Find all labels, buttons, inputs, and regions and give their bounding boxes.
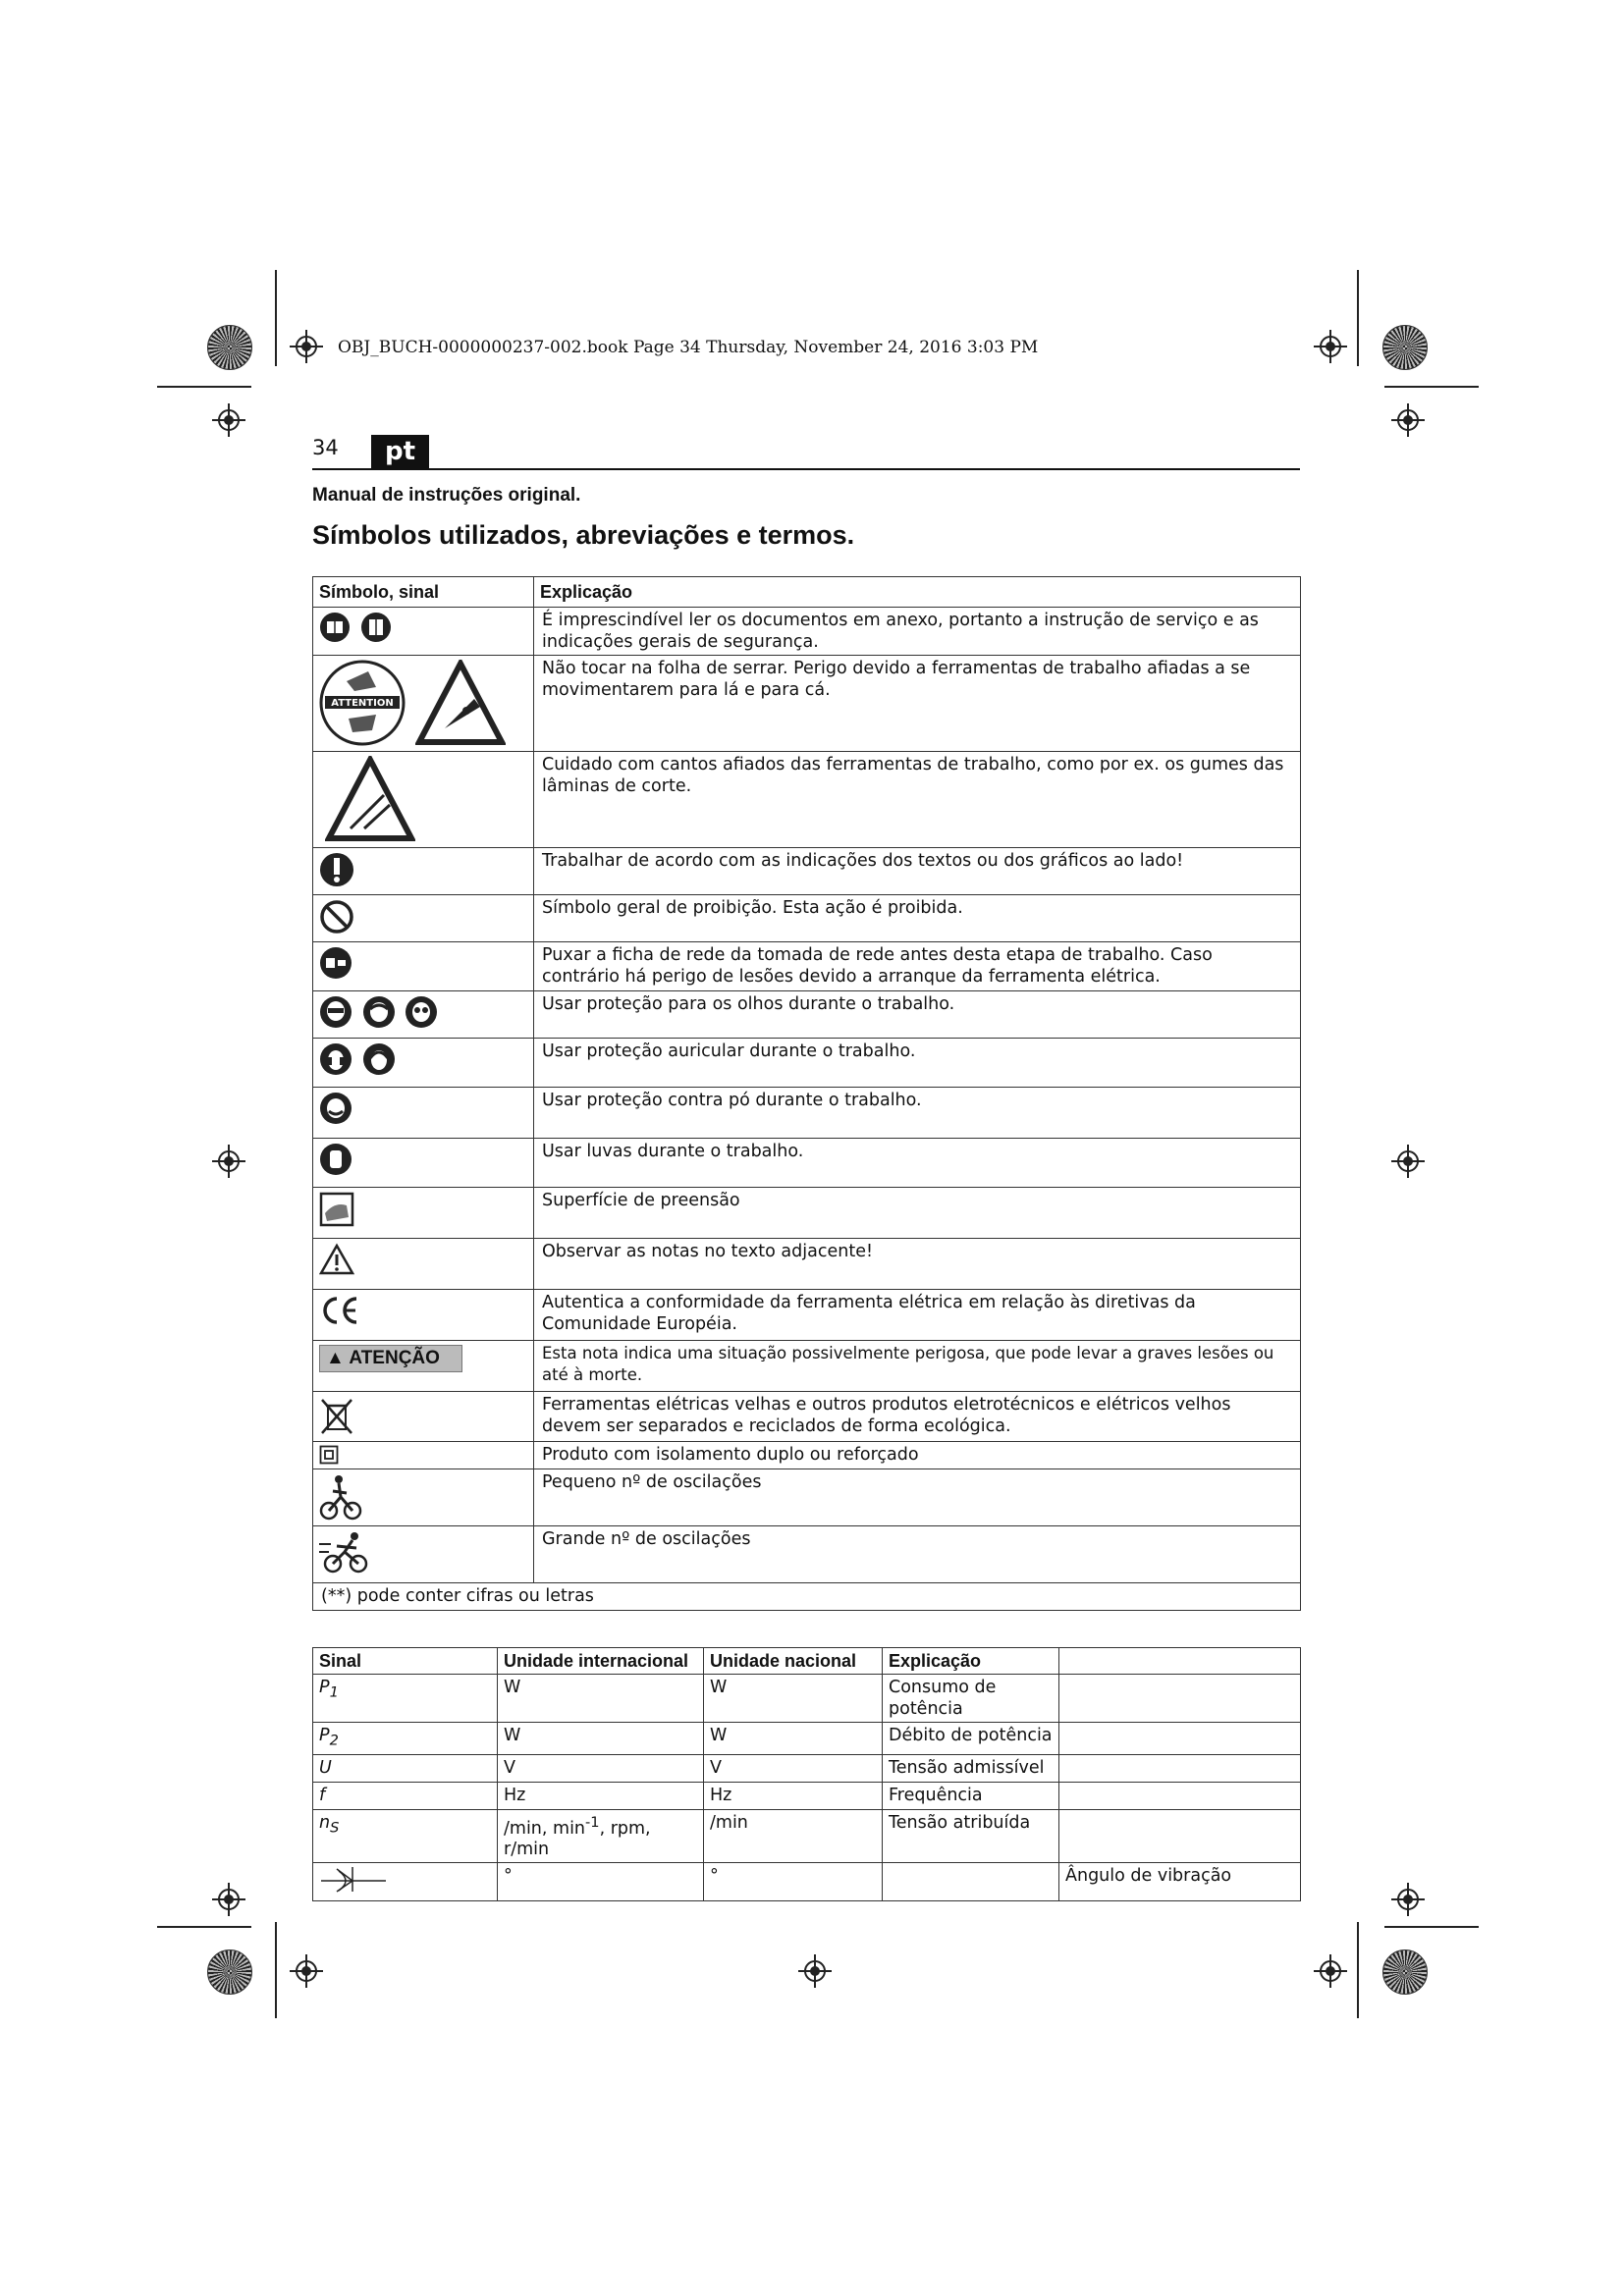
national-unit-cell: Hz bbox=[704, 1782, 883, 1809]
national-unit-cell: V bbox=[704, 1754, 883, 1782]
symbol-cell bbox=[313, 1442, 534, 1469]
registration-mark-icon bbox=[212, 403, 245, 437]
intl-unit-cell: Hz bbox=[498, 1782, 704, 1809]
warning-triangle-icon bbox=[319, 1243, 354, 1276]
table-row bbox=[313, 1526, 1301, 1583]
attention-label-text: ATENÇÃO bbox=[349, 1348, 440, 1368]
explanation-cell: É imprescindível ler os documentos em anexo, portanto a instrução de serviço e as indicações gerais de segurança. bbox=[534, 608, 1301, 656]
explanation-cell: Pequeno nº de oscilações bbox=[534, 1469, 1301, 1526]
symbol-cell bbox=[313, 1239, 534, 1290]
empty-cell bbox=[1059, 1809, 1301, 1863]
national-unit-cell: /min bbox=[704, 1809, 883, 1863]
header-national-unit: Unidade nacional bbox=[704, 1648, 883, 1675]
explanation-cell: Tensão admissível bbox=[883, 1754, 1059, 1782]
table-header-row bbox=[313, 577, 1301, 608]
units-table bbox=[312, 1647, 1301, 1901]
header-explanation: Explicação bbox=[534, 577, 1301, 608]
symbol-cell bbox=[313, 1139, 534, 1188]
table-row bbox=[313, 1341, 1301, 1392]
table-row bbox=[313, 1809, 1301, 1863]
registration-mark-icon bbox=[212, 1883, 245, 1916]
empty-cell bbox=[1059, 1675, 1301, 1723]
registration-mark-icon bbox=[290, 330, 323, 363]
sign-symbol: U bbox=[319, 1757, 332, 1778]
ear-protection-icon bbox=[319, 1042, 352, 1076]
explanation-cell: Usar proteção contra pó durante o trabalho. bbox=[534, 1088, 1301, 1139]
goggles-icon bbox=[405, 995, 438, 1029]
face-shield-icon bbox=[362, 995, 396, 1029]
table-row bbox=[313, 1139, 1301, 1188]
explanation-cell: Símbolo geral de proibição. Esta ação é proibida. bbox=[534, 895, 1301, 942]
empty-cell bbox=[1059, 1723, 1301, 1755]
registration-mark-icon bbox=[1391, 1145, 1425, 1178]
book-icon bbox=[360, 612, 392, 643]
registration-mark-icon bbox=[1391, 403, 1425, 437]
gloves-icon bbox=[319, 1143, 352, 1176]
table-row bbox=[313, 848, 1301, 895]
header-sign: Sinal bbox=[313, 1648, 498, 1675]
color-rosette-icon bbox=[1382, 325, 1428, 370]
national-unit-cell: W bbox=[704, 1723, 883, 1755]
crop-mark bbox=[1384, 386, 1479, 388]
table-row bbox=[313, 1039, 1301, 1088]
color-rosette-icon bbox=[207, 325, 252, 370]
explanation-cell: Grande nº de oscilações bbox=[534, 1526, 1301, 1583]
sign-cell bbox=[313, 1863, 498, 1901]
symbol-cell bbox=[313, 656, 534, 752]
symbol-cell bbox=[313, 1290, 534, 1341]
explanation-cell: Superfície de preensão bbox=[534, 1188, 1301, 1239]
symbol-cell bbox=[313, 1341, 534, 1392]
sign-symbol: n bbox=[319, 1812, 331, 1833]
earmuffs-icon bbox=[362, 1042, 396, 1076]
crop-mark bbox=[157, 386, 251, 388]
table-row bbox=[313, 1290, 1301, 1341]
table-row bbox=[313, 895, 1301, 942]
sign-symbol: P bbox=[319, 1678, 330, 1697]
registration-mark-icon bbox=[1314, 330, 1347, 363]
explanation-cell: Débito de potência bbox=[883, 1723, 1059, 1755]
symbol-cell bbox=[313, 942, 534, 991]
saw-warning-icon bbox=[415, 660, 506, 746]
crop-mark bbox=[275, 1922, 277, 2018]
intl-unit-part: /min, min bbox=[504, 1818, 586, 1839]
registration-mark-icon bbox=[1391, 1883, 1425, 1916]
symbol-cell bbox=[313, 1088, 534, 1139]
sign-subscript: 2 bbox=[329, 1732, 339, 1749]
header-international-unit: Unidade internacional bbox=[498, 1648, 704, 1675]
registration-mark-icon bbox=[290, 1954, 323, 1988]
svg-text:ATTENTION: ATTENTION bbox=[331, 698, 394, 709]
symbol-cell bbox=[313, 1469, 534, 1526]
book-info-header: OBJ_BUCH-0000000237-002.book Page 34 Thursday, November 24, 2016 3:03 PM bbox=[338, 338, 1039, 357]
crop-mark bbox=[1357, 1922, 1359, 2018]
table-row bbox=[313, 1239, 1301, 1290]
sign-cell bbox=[313, 1782, 498, 1809]
symbol-cell bbox=[313, 895, 534, 942]
sign-subscript: 1 bbox=[329, 1683, 339, 1701]
fast-cyclist-icon bbox=[319, 1530, 374, 1574]
grip-surface-icon bbox=[319, 1192, 354, 1227]
eye-protection-icon bbox=[319, 995, 352, 1029]
empty-cell bbox=[883, 1863, 1059, 1901]
ce-mark-icon bbox=[319, 1294, 362, 1327]
sign-cell bbox=[313, 1675, 498, 1723]
table-row bbox=[313, 942, 1301, 991]
table-footnote: (**) pode conter cifras ou letras bbox=[313, 1583, 1301, 1611]
table-row bbox=[313, 1863, 1301, 1901]
symbol-cell bbox=[313, 991, 534, 1039]
empty-cell bbox=[1059, 1782, 1301, 1809]
table-row bbox=[313, 1392, 1301, 1442]
crop-mark bbox=[1357, 270, 1359, 366]
symbols-table bbox=[312, 576, 1301, 1611]
table-row bbox=[313, 1723, 1301, 1755]
table-row bbox=[313, 1754, 1301, 1782]
manual-subtitle: Manual de instruções original. bbox=[312, 485, 581, 506]
table-row bbox=[313, 656, 1301, 752]
explanation-cell: Ângulo de vibração bbox=[1059, 1863, 1301, 1901]
page-number: 34 bbox=[312, 436, 339, 459]
intl-unit-cell bbox=[498, 1809, 704, 1863]
national-unit-cell: ° bbox=[704, 1863, 883, 1901]
explanation-cell: Esta nota indica uma situação possivelmente perigosa, que pode levar a graves lesões ou até à morte. bbox=[534, 1341, 1301, 1392]
explanation-cell: Frequência bbox=[883, 1782, 1059, 1809]
sign-cell bbox=[313, 1754, 498, 1782]
symbol-cell bbox=[313, 1526, 534, 1583]
table-row bbox=[313, 1782, 1301, 1809]
intl-unit-cell: W bbox=[498, 1675, 704, 1723]
registration-mark-icon bbox=[798, 1954, 832, 1988]
sign-cell bbox=[313, 1809, 498, 1863]
crop-mark bbox=[157, 1926, 251, 1928]
explanation-cell: Usar luvas durante o trabalho. bbox=[534, 1139, 1301, 1188]
prohibition-icon bbox=[319, 899, 354, 934]
table-row bbox=[313, 1088, 1301, 1139]
explanation-cell: Ferramentas elétricas velhas e outros produtos eletrotécnicos e elétricos velhos devem ser separados e reciclados de forma ecológica. bbox=[534, 1392, 1301, 1442]
symbol-cell bbox=[313, 1039, 534, 1088]
sign-symbol: f bbox=[319, 1785, 326, 1805]
attention-label bbox=[319, 1345, 462, 1372]
empty-cell bbox=[1059, 1754, 1301, 1782]
table-row bbox=[313, 1188, 1301, 1239]
color-rosette-icon bbox=[207, 1949, 252, 1995]
sign-symbol: P bbox=[319, 1726, 330, 1745]
symbol-cell bbox=[313, 608, 534, 656]
table-row bbox=[313, 752, 1301, 848]
sign-subscript: S bbox=[330, 1819, 340, 1836]
language-tag: pt bbox=[371, 435, 429, 469]
sharp-edges-warning-icon bbox=[325, 756, 415, 842]
symbol-cell bbox=[313, 848, 534, 895]
crossed-bin-icon bbox=[319, 1396, 354, 1437]
header-explanation: Explicação bbox=[883, 1648, 1059, 1675]
explanation-cell: Consumo de potência bbox=[883, 1675, 1059, 1723]
explanation-cell: Autentica a conformidade da ferramenta elétrica em relação às diretivas da Comunidade Européia. bbox=[534, 1290, 1301, 1341]
table-footnote-row bbox=[313, 1583, 1301, 1611]
crop-mark bbox=[275, 270, 277, 366]
dust-mask-icon bbox=[319, 1092, 352, 1125]
warning-triangle-icon: ▲ bbox=[326, 1348, 345, 1368]
explanation-cell: Cuidado com cantos afiados das ferramentas de trabalho, como por ex. os gumes das lâminas de corte. bbox=[534, 752, 1301, 848]
header-rule bbox=[312, 468, 1300, 470]
slow-cyclist-icon bbox=[319, 1473, 362, 1521]
table-row bbox=[313, 608, 1301, 656]
explanation-cell: Produto com isolamento duplo ou reforçado bbox=[534, 1442, 1301, 1469]
national-unit-cell: W bbox=[704, 1675, 883, 1723]
intl-unit-cell: V bbox=[498, 1754, 704, 1782]
table-row bbox=[313, 1469, 1301, 1526]
table-header-row bbox=[313, 1648, 1301, 1675]
table-row bbox=[313, 1442, 1301, 1469]
intl-unit-exponent: -1 bbox=[585, 1813, 600, 1831]
sign-cell bbox=[313, 1723, 498, 1755]
attention-hand-icon bbox=[319, 660, 406, 746]
registration-mark-icon bbox=[1314, 1954, 1347, 1988]
header-symbol: Símbolo, sinal bbox=[313, 577, 534, 608]
explanation-cell: Puxar a ficha de rede da tomada de rede antes desta etapa de trabalho. Caso contrário há perigo de lesões devido a arranque da ferramenta elétrica. bbox=[534, 942, 1301, 991]
explanation-cell: Não tocar na folha de serrar. Perigo devido a ferramentas de trabalho afiadas a se movimentarem para lá e para cá. bbox=[534, 656, 1301, 752]
intl-unit-cell: W bbox=[498, 1723, 704, 1755]
color-rosette-icon bbox=[1382, 1949, 1428, 1995]
symbol-cell bbox=[313, 752, 534, 848]
double-insulation-icon bbox=[319, 1445, 339, 1465]
page-title: Símbolos utilizados, abreviações e termos. bbox=[312, 520, 855, 550]
unplug-icon bbox=[319, 946, 352, 980]
intl-unit-cell: ° bbox=[498, 1863, 704, 1901]
symbol-cell bbox=[313, 1188, 534, 1239]
symbol-cell bbox=[313, 1392, 534, 1442]
explanation-cell: Observar as notas no texto adjacente! bbox=[534, 1239, 1301, 1290]
explanation-cell: Tensão atribuída bbox=[883, 1809, 1059, 1863]
exclamation-icon bbox=[319, 852, 354, 887]
table-row bbox=[313, 991, 1301, 1039]
explanation-cell: Usar proteção para os olhos durante o trabalho. bbox=[534, 991, 1301, 1039]
vibration-angle-icon bbox=[319, 1865, 388, 1893]
intl-unit-part: , rpm, r/min bbox=[504, 1818, 651, 1860]
explanation-cell: Trabalhar de acordo com as indicações dos textos ou dos gráficos ao lado! bbox=[534, 848, 1301, 895]
explanation-cell: Usar proteção auricular durante o trabalho. bbox=[534, 1039, 1301, 1088]
crop-mark bbox=[1384, 1926, 1479, 1928]
registration-mark-icon bbox=[212, 1145, 245, 1178]
table-row bbox=[313, 1675, 1301, 1723]
header-empty bbox=[1059, 1648, 1301, 1675]
read-manual-icon bbox=[319, 612, 351, 643]
